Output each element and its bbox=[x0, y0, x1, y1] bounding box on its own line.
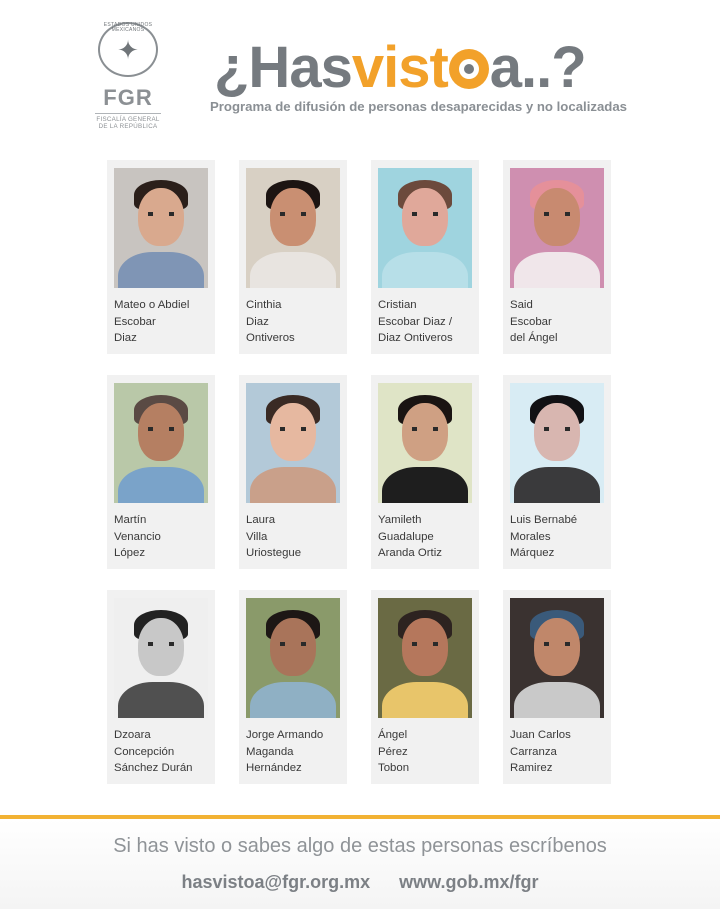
photo-body bbox=[118, 682, 204, 718]
person-name bbox=[114, 297, 208, 347]
person-photo bbox=[378, 598, 472, 718]
person-name-line: Morales bbox=[510, 530, 551, 543]
person-name-line: Pérez bbox=[378, 745, 408, 758]
photo-face bbox=[402, 188, 448, 246]
person-card bbox=[503, 160, 611, 354]
person-name-line: Tobon bbox=[378, 762, 410, 775]
photo-face bbox=[534, 403, 580, 461]
brand-part-3: a..? bbox=[489, 35, 586, 100]
photo-body bbox=[250, 467, 336, 503]
person-photo bbox=[510, 168, 604, 288]
photo-eyes bbox=[148, 427, 174, 431]
person-name-line: Escobar bbox=[510, 315, 552, 328]
person-name-line: Guadalupe bbox=[378, 530, 434, 543]
person-card bbox=[371, 590, 479, 784]
contact-website[interactable]: www.gob.mx/fgr bbox=[399, 872, 539, 892]
person-card bbox=[107, 375, 215, 569]
person-name-line: Hernández bbox=[246, 762, 302, 775]
photo-eyes bbox=[544, 642, 570, 646]
person-name-line: Cinthia bbox=[246, 299, 282, 311]
fgr-subtitle bbox=[96, 116, 159, 130]
person-name-line: Aranda Ortiz bbox=[378, 547, 442, 560]
photo-face bbox=[402, 618, 448, 676]
person-name-line: Concepción bbox=[114, 745, 175, 758]
person-name bbox=[246, 512, 340, 562]
photo-face bbox=[534, 618, 580, 676]
eagle-seal-icon: ESTADOS UNIDOS MEXICANOS ✦ bbox=[98, 22, 158, 77]
photo-body bbox=[382, 467, 468, 503]
program-tagline: Programa de difusión de personas desaparecidas y no localizadas bbox=[210, 99, 628, 114]
person-name-line: Laura bbox=[246, 514, 276, 526]
photo-face bbox=[138, 403, 184, 461]
person-photo bbox=[246, 383, 340, 503]
person-card bbox=[371, 375, 479, 569]
person-card bbox=[503, 375, 611, 569]
brand-part-1: ¿Has bbox=[214, 35, 352, 100]
person-name-line: Diaz bbox=[246, 315, 269, 328]
footer-contacts bbox=[0, 872, 720, 893]
eye-icon bbox=[449, 49, 489, 89]
photo-eyes bbox=[148, 212, 174, 216]
fgr-subtitle-line-1: FISCALÍA GENERAL bbox=[96, 116, 160, 123]
photo-eyes bbox=[280, 212, 306, 216]
photo-eyes bbox=[544, 212, 570, 216]
person-photo bbox=[114, 168, 208, 288]
person-name-line: Maganda bbox=[246, 745, 294, 758]
fgr-subtitle-line-2: DE LA REPÚBLICA bbox=[98, 123, 158, 130]
photo-face bbox=[270, 403, 316, 461]
photo-face bbox=[138, 188, 184, 246]
photo-body bbox=[514, 252, 600, 288]
person-name-line: Martín bbox=[114, 514, 147, 526]
person-name-line: Dzoara bbox=[114, 729, 151, 741]
photo-face bbox=[138, 618, 184, 676]
person-photo bbox=[246, 168, 340, 288]
person-name bbox=[114, 727, 208, 777]
person-card bbox=[107, 160, 215, 354]
person-name-line: Venancio bbox=[114, 530, 161, 543]
person-photo bbox=[378, 383, 472, 503]
program-brand bbox=[214, 35, 586, 100]
photo-body bbox=[382, 252, 468, 288]
person-name-line: Ángel bbox=[378, 729, 408, 741]
person-name-line: Márquez bbox=[510, 547, 555, 560]
photo-body bbox=[118, 252, 204, 288]
photo-face bbox=[270, 188, 316, 246]
person-photo bbox=[114, 598, 208, 718]
person-name-line: Said bbox=[510, 299, 533, 311]
person-name bbox=[510, 727, 604, 777]
person-name-line: Carranza bbox=[510, 745, 557, 758]
footer bbox=[0, 819, 720, 909]
fgr-divider bbox=[95, 113, 161, 114]
person-name bbox=[114, 512, 208, 562]
person-name-line: Jorge Armando bbox=[246, 729, 324, 741]
person-card bbox=[503, 590, 611, 784]
footer-message: Si has visto o sabes algo de estas personas escríbenos bbox=[113, 835, 607, 857]
photo-body bbox=[118, 467, 204, 503]
person-name bbox=[510, 512, 604, 562]
person-name-line: del Ángel bbox=[510, 332, 558, 345]
person-card bbox=[371, 160, 479, 354]
photo-body bbox=[250, 252, 336, 288]
photo-body bbox=[514, 467, 600, 503]
photo-body bbox=[382, 682, 468, 718]
person-name bbox=[510, 297, 604, 347]
person-photo bbox=[510, 383, 604, 503]
person-name-line: Escobar bbox=[114, 315, 156, 328]
seal-text: ESTADOS UNIDOS MEXICANOS bbox=[103, 22, 153, 33]
photo-eyes bbox=[280, 427, 306, 431]
person-name-line: Uriostegue bbox=[246, 547, 302, 560]
photo-eyes bbox=[412, 212, 438, 216]
person-card bbox=[107, 590, 215, 784]
person-name bbox=[246, 727, 340, 777]
person-name bbox=[246, 297, 340, 347]
photo-eyes bbox=[412, 427, 438, 431]
photo-body bbox=[514, 682, 600, 718]
person-photo bbox=[114, 383, 208, 503]
fgr-acronym: FGR bbox=[103, 85, 153, 111]
person-name-line: Luis Bernabé bbox=[510, 514, 578, 526]
person-photo bbox=[510, 598, 604, 718]
person-name-line: Diaz Ontiveros bbox=[378, 332, 453, 345]
person-card bbox=[239, 590, 347, 784]
photo-eyes bbox=[148, 642, 174, 646]
person-name-line: Ramirez bbox=[510, 762, 553, 775]
photo-eyes bbox=[544, 427, 570, 431]
person-name bbox=[378, 512, 472, 562]
person-name-line: López bbox=[114, 547, 146, 560]
person-photo bbox=[378, 168, 472, 288]
person-card bbox=[239, 375, 347, 569]
photo-face bbox=[402, 403, 448, 461]
person-name-line: Cristian bbox=[378, 299, 417, 311]
fgr-logo bbox=[92, 22, 164, 130]
photo-eyes bbox=[412, 642, 438, 646]
person-name bbox=[378, 727, 472, 777]
person-name bbox=[378, 297, 472, 347]
brand-part-2: vist bbox=[351, 35, 448, 100]
person-photo bbox=[246, 598, 340, 718]
person-name-line: Diaz bbox=[114, 332, 137, 345]
photo-body bbox=[250, 682, 336, 718]
person-name-line: Juan Carlos bbox=[510, 729, 571, 741]
person-name-line: Escobar Diaz / bbox=[378, 315, 453, 328]
person-name-line: Villa bbox=[246, 530, 268, 543]
person-name-line: Ontiveros bbox=[246, 332, 295, 345]
person-name-line: Mateo o Abdiel bbox=[114, 299, 190, 311]
photo-face bbox=[534, 188, 580, 246]
photo-face bbox=[270, 618, 316, 676]
photo-eyes bbox=[280, 642, 306, 646]
person-card bbox=[239, 160, 347, 354]
missing-persons-grid bbox=[107, 160, 611, 784]
contact-email[interactable]: hasvistoa@fgr.org.mx bbox=[181, 872, 371, 892]
person-name-line: Yamileth bbox=[378, 514, 422, 526]
person-name-line: Sánchez Durán bbox=[114, 762, 193, 775]
